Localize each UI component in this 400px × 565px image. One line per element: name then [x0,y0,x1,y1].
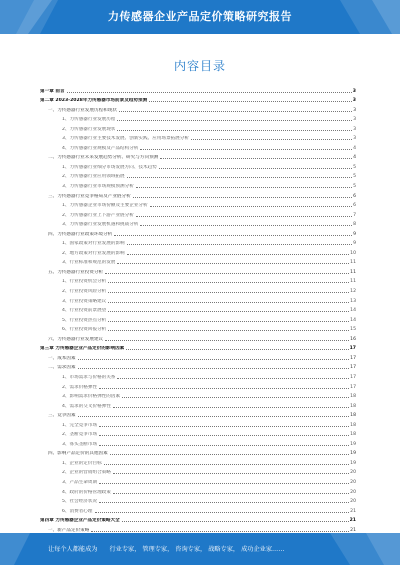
toc-leader-dots [117,119,352,121]
toc-page-number: 19 [350,451,356,457]
toc-leader-dots [105,339,349,341]
toc-leader-dots [104,463,349,465]
toc-page-number: 21 [350,508,356,514]
toc-leader-dots [78,415,350,417]
toc-entry-text: 3、寡头垄断市场 [62,441,98,447]
toc-leader-dots [136,186,352,188]
toc-page-number: 18 [350,403,356,409]
toc-entry[interactable] [40,218,356,228]
toc-entry-text: 一、新产品定价策略 [48,527,90,533]
toc-entry[interactable] [40,456,356,466]
toc-entry[interactable] [40,199,356,209]
toc-entry[interactable] [40,390,356,400]
toc-entry-text: 2、力传感器行业应用领域拓展 [62,174,125,180]
toc-page-number: 7 [353,212,356,218]
toc-page-number: 19 [350,441,356,447]
toc-page-number: 20 [350,499,356,505]
toc-page-number: 17 [350,374,356,380]
toc-entry[interactable] [40,246,356,256]
toc-entry[interactable] [40,122,356,132]
toc-leader-dots [122,396,349,398]
toc-leader-dots [140,224,352,226]
toc-leader-dots [127,243,352,245]
toc-leader-dots [122,520,349,522]
toc-entry[interactable] [40,370,356,380]
toc-entry-text: 1、企业的定价目标 [62,460,102,466]
toc-entry-text: 1、市场需求与价格的关系 [62,374,116,380]
toc-page-number: 8 [353,222,356,228]
toc-leader-dots [127,253,349,255]
toc-page-number: 3 [353,136,356,142]
toc-entry[interactable] [40,380,356,390]
toc-leader-dots [67,91,352,93]
footer-role: 行业专家， [109,546,141,553]
toc-entry[interactable] [40,304,356,314]
toc-entry[interactable] [40,94,356,104]
toc-entry-text: 3、行业投资策略建议 [62,298,107,304]
toc-page-number: 20 [350,489,356,495]
footer-role: 管理专家， [142,546,174,553]
toc-entry[interactable] [40,256,356,266]
toc-leader-dots [117,377,349,379]
toc-entry[interactable] [40,523,356,533]
toc-entry[interactable] [40,265,356,275]
toc-entry-text: 2、力传感器行业发展现状 [62,126,116,132]
toc-leader-dots [108,320,349,322]
toc-leader-dots [149,100,352,102]
toc-page-number: 11 [350,269,356,275]
toc-entry-text: 三、竞争因素 [48,413,76,419]
toc-leader-dots [150,205,352,207]
toc-entry-text: 五、力传感器行业投资分析 [48,269,104,275]
toc-leader-dots [113,406,349,408]
toc-page-number: 3 [353,126,356,132]
toc-entry[interactable] [40,466,356,476]
toc-entry-text: 一、成本因素 [48,355,76,361]
toc-page-number: 5 [353,164,356,170]
toc-page-number: 15 [350,327,356,333]
toc-page-number: 9 [353,231,356,237]
toc-leader-dots [91,530,349,532]
toc-leader-dots [78,358,350,360]
toc-page-number: 21 [350,527,356,533]
toc-entry-text: 6、行业投资回报分析 [62,327,107,333]
toc-entry[interactable] [40,313,356,323]
toc-entry[interactable] [40,179,356,189]
toc-page-number: 4 [353,155,356,161]
toc-leader-dots [105,272,349,274]
toc-entry-text: 1、力传感器行业发展历程 [62,117,116,123]
toc-entry[interactable] [40,342,356,352]
toc-entry-text: 第一章 前言 [40,88,65,94]
toc-page-number: 14 [350,317,356,323]
toc-entry[interactable] [40,84,356,94]
toc-page-number: 6 [353,193,356,199]
toc-leader-dots [113,472,349,474]
toc-entry-text: 第三章 力传感器企业产品定价的影响因素 [40,346,125,352]
toc-page-number: 11 [350,260,356,266]
toc-page-number: 5 [353,174,356,180]
toc-leader-dots [114,234,352,236]
toc-page-number: 17 [349,346,356,352]
toc-page-number: 21 [349,518,356,524]
footer-slogan-line [48,544,284,553]
toc-entry[interactable] [40,323,356,333]
toc-page-number: 3 [352,88,356,94]
toc-entry-text: 二、需求因素 [48,365,76,371]
toc-leader-dots [136,215,352,217]
toc-entry[interactable] [40,361,356,371]
toc-leader-dots [127,176,352,178]
toc-page-number: 17 [350,384,356,390]
toc-entry[interactable] [40,437,356,447]
toc-entry-text: 2、行业投资风险分析 [62,289,107,295]
toc-leader-dots [99,387,349,389]
toc-entry-text: 4、行业投资前景展望 [62,308,107,314]
toc-leader-dots [99,434,349,436]
toc-entry[interactable] [40,208,356,218]
toc-entry-text: 3、力传感器行业主要技术发展、创新实践、应用场景拓展分析 [62,136,189,142]
toc-entry-text: 2、地方政策对行业发展的影响 [62,250,125,256]
toc-page-number: 11 [350,279,356,285]
toc-leader-dots [117,129,352,131]
footer-role: 成功企业家…… [241,546,285,553]
toc-leader-dots [99,501,349,503]
toc-page-number: 5 [353,184,356,190]
footer-slogan: 让每个人都能成为 [48,546,98,553]
toc-entry[interactable] [40,151,356,161]
report-title: 力传感器企业产品定价策略研究报告 [108,10,292,23]
toc-entry[interactable] [40,132,356,142]
toc-entry-text: 5、社会经济状况 [62,499,98,505]
toc-entry-text: 三、力传感器行业竞争格局及产业链分析 [48,193,131,199]
toc-leader-dots [159,167,352,169]
toc-leader-dots [108,291,349,293]
toc-leader-dots [126,348,348,350]
toc-entry-text: 第四章 力传感器企业产品定价策略大全 [40,518,120,524]
toc-entry-text: 6、消费者心理 [62,508,93,514]
toc-entry[interactable] [40,418,356,428]
toc-entry-text: 5、行业投资热点分析 [62,317,107,323]
toc-page-number: 18 [350,432,356,438]
toc-entry-text: 第二章 2023-2028年力传感器市场前景及趋势预测 [40,98,148,104]
toc-page-number: 16 [350,336,356,342]
toc-entry-text: 4、力传感器行业规模及产品结构分析 [62,145,139,151]
toc-entry[interactable] [40,514,356,524]
toc-entry[interactable] [40,237,356,247]
toc-page-number: 14 [350,308,356,314]
toc-entry-text: 2、企业的营销组合策略 [62,470,111,476]
toc-entry-text: 3、影响需求价格弹性的因素 [62,394,121,400]
toc-entry[interactable] [40,113,356,123]
toc-entry-text: 3、力传感器行业发展机遇和挑战分析 [62,222,139,228]
toc-page-number: 4 [353,145,356,151]
toc-entry-text: 1、完全竞争市场 [62,422,98,428]
toc-page-number: 13 [350,298,356,304]
toc-entry[interactable] [40,475,356,485]
toc-page-number: 3 [353,117,356,123]
toc-entry[interactable] [40,332,356,342]
toc-entry[interactable] [40,170,356,180]
toc-entry[interactable] [40,504,356,514]
toc-entry-text: 一、力传感器行业发展历程和现状 [48,107,117,113]
toc-leader-dots [108,301,349,303]
toc-leader-dots [133,196,352,198]
toc-entry[interactable] [40,409,356,419]
toc-page-number: 3 [353,107,356,113]
toc-leader-dots [191,138,352,140]
toc-entry[interactable] [40,428,356,438]
toc-entry-text: 2、需求价格弹性 [62,384,98,390]
toc-entry[interactable] [40,447,356,457]
toc-heading: 内容目录 [173,59,226,73]
toc-entry[interactable] [40,284,356,294]
toc-entry-text: 二、力传感器行业未来发展趋势分析、研究与方向预测 [48,155,159,161]
toc-page-number: 9 [353,241,356,247]
toc-page-number: 20 [350,479,356,485]
toc-entry[interactable] [40,275,356,285]
toc-entry[interactable] [40,351,356,361]
toc-page-number: 3 [352,98,356,104]
toc-entry-text: 1、力传感器企业市场份额及主要企业分析 [62,203,148,209]
toc-entry-text: 1、国家政策对行业发展的影响 [62,241,125,247]
toc-entry[interactable] [40,485,356,495]
footer-role: 战略专家， [208,546,240,553]
toc-page-number: 18 [350,394,356,400]
toc-leader-dots [99,482,349,484]
toc-entry-text: 3、行业标准和规范的发展 [62,260,116,266]
toc-page-number: 17 [350,365,356,371]
toc-leader-dots [160,157,352,159]
toc-leader-dots [119,110,352,112]
toc-entry-text: 六、力传感器行业发展建议 [48,336,104,342]
toc-entry-text: 4、需求的交叉价格弹性 [62,403,111,409]
footer-role: 咨询专家， [175,546,207,553]
toc-entry[interactable] [40,227,356,237]
toc-page-number: 18 [350,422,356,428]
table-of-contents [40,84,356,533]
toc-page-number: 12 [350,289,356,295]
toc-entry[interactable] [40,495,356,505]
toc-entry-text: 1、行业投资机会分析 [62,279,107,285]
toc-leader-dots [113,492,349,494]
toc-leader-dots [108,329,349,331]
toc-leader-dots [78,367,350,369]
toc-page-number: 19 [350,460,356,466]
toc-page-number: 10 [350,250,356,256]
toc-entry[interactable] [40,399,356,409]
page-header [0,0,400,34]
toc-entry-text: 3、产品生命周期 [62,479,98,485]
toc-entry-text: 四、影响产品定价的其他因素 [48,451,108,457]
toc-page-number: 20 [350,470,356,476]
toc-page-number: 18 [350,413,356,419]
toc-leader-dots [99,425,349,427]
toc-leader-dots [117,262,349,264]
toc-entry-text: 2、力传感器行业上下游产业链分析 [62,212,134,218]
toc-page-number: 6 [353,203,356,209]
toc-entry-text: 2、垄断竞争市场 [62,432,98,438]
toc-entry[interactable] [40,103,356,113]
page-footer [0,533,400,565]
toc-entry-text: 1、力传感器行业细分市场发展方向、技术趋势 [62,164,157,170]
toc-entry-text: 四、力传感器行业政策环境分析 [48,231,113,237]
toc-leader-dots [99,444,349,446]
toc-entry[interactable] [40,189,356,199]
toc-leader-dots [108,281,349,283]
toc-entry-text: 3、力传感器行业市场规模预测分析 [62,184,134,190]
toc-entry[interactable] [40,141,356,151]
toc-leader-dots [95,511,350,513]
toc-entry-text: 4、政府的价格管理政策 [62,489,111,495]
toc-leader-dots [140,148,352,150]
toc-entry[interactable] [40,160,356,170]
toc-leader-dots [108,310,349,312]
toc-entry[interactable] [40,294,356,304]
toc-leader-dots [110,453,349,455]
toc-page-number: 17 [350,355,356,361]
